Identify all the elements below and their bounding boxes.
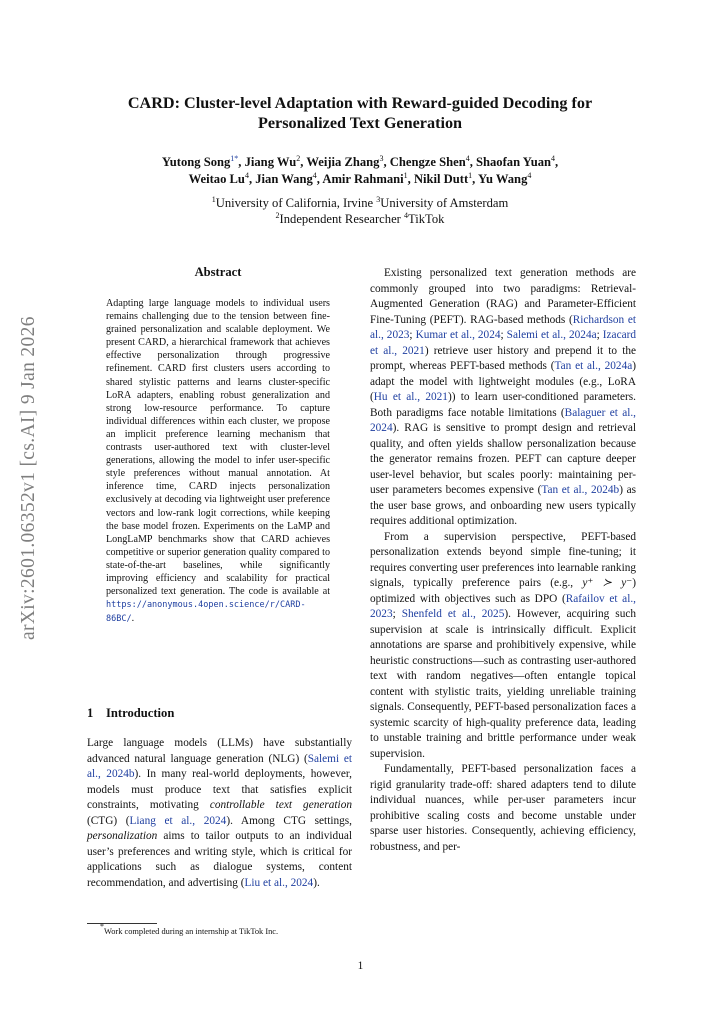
- author-name: , Amir Rahmani: [316, 172, 404, 186]
- title-line-1: CARD: Cluster-level Adaptation with Reward-guided Decoding for: [127, 94, 593, 112]
- body-text: Large language models (LLMs) have substantially advanced natural language generation (NLG) (: [87, 737, 352, 765]
- code-link[interactable]: https://anonymous.4open.science/r/CARD-86BC/: [106, 600, 306, 625]
- affiliations: [90, 195, 630, 227]
- body-text: ). Among CTG settings,: [226, 814, 352, 827]
- paper-title: [90, 93, 630, 133]
- author-affil-mark: 4: [527, 171, 532, 180]
- author-list: [90, 154, 630, 188]
- emphasis-text: controllable text generation: [209, 799, 352, 811]
- author-name: Weitao Lu: [188, 172, 245, 186]
- body-text: Existing personalized text generation methods are commonly grouped into two paradigms: Retrieval-Augmented Generation (RAG) and Parameter-Efficient Fine-Tuning (PEFT). RAG-based methods (: [370, 267, 636, 326]
- abstract-heading: Abstract: [194, 265, 242, 279]
- author-name: , Nikil Dutt: [407, 172, 469, 186]
- author-name: , Yu Wang: [472, 172, 528, 186]
- affiliation: TikTok: [408, 212, 445, 226]
- author-affil-mark: 4: [465, 154, 470, 163]
- intro-paragraph: [87, 736, 352, 891]
- footnote-rule: [87, 923, 157, 924]
- author-affil-mark: 4: [312, 171, 317, 180]
- section-title: Introduction: [106, 706, 175, 720]
- title-line-2: Personalized Text Generation: [257, 114, 463, 132]
- citation-link[interactable]: Kumar et al., 2024: [415, 329, 501, 341]
- emphasis-text: personalization: [87, 830, 158, 842]
- body-text: ) retrieve user history and prepend it to the prompt, whereas PEFT-based methods (: [370, 344, 636, 372]
- affiliation-line-2: [90, 211, 630, 227]
- citation-link[interactable]: Hu et al., 2021: [373, 391, 448, 403]
- right-column: [370, 266, 636, 855]
- citation-link[interactable]: Tan et al., 2024b: [541, 484, 620, 496]
- author-name: , Shaofan Yuan: [469, 155, 552, 169]
- author-name: Yutong Song: [161, 155, 231, 169]
- page-number: 1: [357, 960, 364, 972]
- arxiv-stamp: arXiv:2601.06352v1 [cs.AI] 9 Jan 2026: [18, 316, 39, 640]
- body-text: Fundamentally, PEFT-based personalization faces a rigid granularity trade-off: shared adapters tend to dilute individual nuances, while per-user parameters incur prohibitive scaling costs and become unstable under sparse user histories. Consequently, achieving efficiency, robustness, and per-: [370, 763, 636, 853]
- affil-mark: 4: [404, 211, 409, 220]
- affiliation-line-1: [90, 195, 630, 211]
- author-name: , Weijia Zhang: [300, 155, 380, 169]
- affiliation: University of California, Irvine: [215, 196, 377, 210]
- author-name: , Chengze Shen: [383, 155, 466, 169]
- citation-link[interactable]: Balaguer et al., 2024: [370, 406, 636, 434]
- paragraph-paradigms: [370, 266, 636, 530]
- abstract-end: .: [131, 613, 135, 625]
- separator: ;: [392, 608, 402, 620]
- section-heading-introduction: [87, 706, 174, 721]
- citation-link[interactable]: Salemi et al., 2024b: [87, 752, 352, 780]
- body-text: ) as the user base grows, and onboarding new users typically requires additional optimization.: [370, 484, 637, 527]
- separator: ;: [409, 329, 416, 341]
- body-text: ). However, acquiring such supervision at scale is intrinsically difficult. Explicit annotations are sparse and prohibitively expensive, while heuristic constructions—such as contrasting user-authored text with random negatives—often entangle topical content with stylistic traits, yielding unreliable training signals. Consequently, PEFT-based personalization faces a systemic scarcity of high-quality preference data, leading to unstable training and brittle performance under weak supervision.: [370, 608, 637, 760]
- body-text: aims to tailor outputs to an individual user’s preferences and writing style, which is critical for applications such as dialogue systems, content recommendation, and advertising (: [87, 830, 352, 889]
- abstract-body: [106, 297, 330, 626]
- author-affil-mark: 1: [468, 171, 473, 180]
- paragraph-granularity: [370, 762, 636, 855]
- footnote-mark: *: [100, 922, 104, 931]
- body-text: From a supervision perspective, PEFT-based personalization extends beyond simple fine-tuning; it requires converting user preferences into learnable ranking signals, typically preference pairs (e.g.,: [370, 530, 636, 589]
- paragraph-supervision: [370, 530, 636, 763]
- author-name: , Jiang Wu: [238, 155, 297, 169]
- author-affil-mark: 3: [379, 154, 384, 163]
- affil-mark: 1: [211, 195, 216, 204]
- separator: ;: [500, 329, 507, 341]
- body-text: (CTG) (: [87, 814, 130, 827]
- body-text: ). RAG is sensitive to prompt design and retrieval quality, and often yields shallow personalization because the generator remains frozen. PEFT can capture deeper user-level behavior, but scales poorly: maintaining per-user parameters becomes expensive (: [370, 422, 636, 496]
- section-number: 1: [87, 706, 94, 720]
- footnote: [100, 922, 279, 936]
- math-expression: y⁺ ≻ y⁻: [582, 577, 633, 589]
- author-affil-mark: 4: [244, 171, 249, 180]
- author-affil-mark: 2: [296, 154, 301, 163]
- author-line-2: [90, 171, 630, 188]
- citation-link[interactable]: Tan et al., 2024a: [554, 360, 633, 372]
- author-line-1: Yutong Song$^{1*}$, Jiang Wu$^2$, Weijia Zhang$^3$, Chengze Shen$^4$, Shaofan Yuan$^4$,: [161, 154, 559, 169]
- body-text: ). In many real-world deployments, however, models must produce text that satisfies explicit constraints, motivating: [87, 768, 352, 811]
- separator: ;: [596, 329, 603, 341]
- affiliation: Independent Researcher: [279, 212, 405, 226]
- citation-link[interactable]: Richardson et al., 2023: [370, 313, 636, 341]
- author-affil-mark: 1*: [230, 154, 239, 163]
- citation-link[interactable]: Salemi et al., 2024a: [506, 329, 597, 341]
- citation-link[interactable]: Liu et al., 2024: [244, 876, 314, 889]
- citation-link[interactable]: Rafailov et al., 2023: [370, 592, 636, 620]
- footnote-text: Work completed during an internship at TikTok Inc.: [104, 927, 279, 936]
- abstract-text: Adapting large language models to individual users remains challenging due to the tension between fine-grained personalization and scalable deployment. We present CARD, a hierarchical framework that achieves effective personalization through progressive refinement. CARD first clusters users according to shared stylistic patterns and learns cluster-specific LoRA adapters, enabling robust generalization and strong low-resource performance. To capture individual differences within each cluster, we propose an implicit preference learning mechanism that contrasts user-authored text with cluster-level generations, allowing the model to infer user-specific style preferences without manual annotation. At inference time, CARD injects personalization exclusively at decoding via lightweight user preference vectors and low-rank logit corrections, while keeping the base model frozen. Experiments on the LaMP and LongLaMP benchmarks show that CARD achieves competitive or superior generation quality compared to state-of-the-art baselines, while significantly improving efficiency and scalability for practical personalized text generation. The code is available at: [106, 298, 330, 598]
- author-name: , Jian Wang: [248, 172, 313, 186]
- body-text: )) to learn user-conditioned parameters. Both paradigms face notable limitations (: [370, 391, 636, 419]
- body-text: ).: [313, 876, 320, 889]
- body-text: ) adapt the model with lightweight modules (e.g., LoRA (: [370, 360, 637, 403]
- body-text: ) optimized with objectives such as DPO (: [370, 577, 636, 605]
- affiliation: University of Amsterdam: [380, 196, 509, 210]
- affil-mark: 2: [275, 211, 280, 220]
- citation-link[interactable]: Liang et al., 2024: [129, 814, 227, 827]
- citation-link[interactable]: Izacard et al., 2021: [370, 329, 637, 357]
- author-affil-mark: 1: [403, 171, 408, 180]
- author-affil-mark: 4: [551, 154, 556, 163]
- citation-link[interactable]: Shenfeld et al., 2025: [401, 608, 505, 620]
- affil-mark: 3: [376, 195, 381, 204]
